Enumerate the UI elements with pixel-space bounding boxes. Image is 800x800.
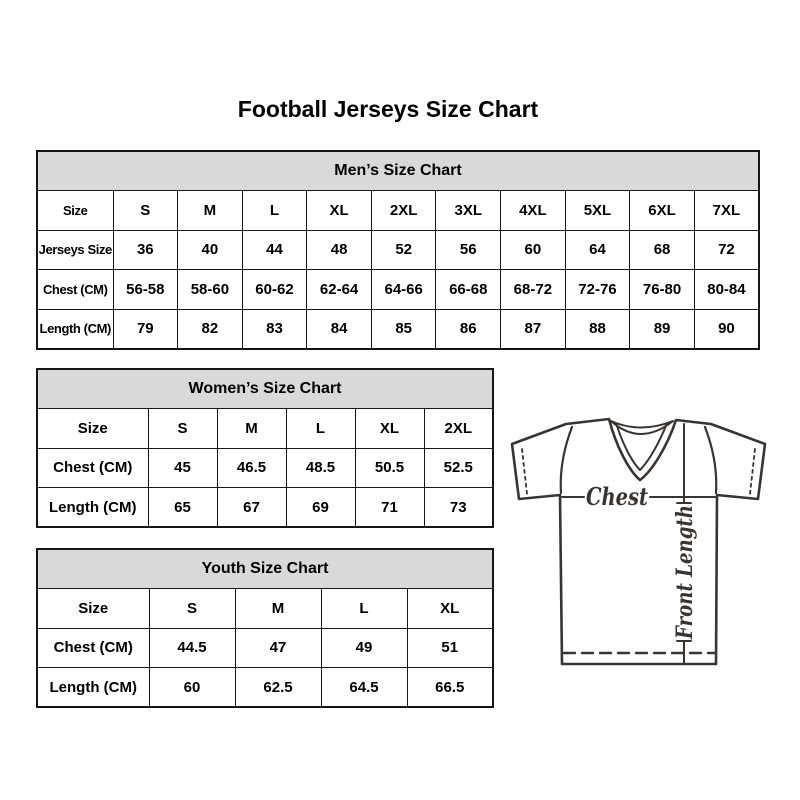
value-cell: 67: [217, 488, 286, 528]
value-cell: 60-62: [242, 270, 307, 310]
jersey-outline: [512, 419, 765, 664]
table-title: Youth Size Chart: [37, 549, 493, 589]
value-cell: L: [286, 409, 355, 449]
table-row: [37, 589, 493, 629]
table-row: [37, 309, 759, 349]
value-cell: 6XL: [630, 191, 695, 231]
value-cell: 47: [235, 628, 321, 668]
value-cell: 46.5: [217, 448, 286, 488]
value-cell: 87: [501, 309, 566, 349]
value-cell: 62.5: [235, 668, 321, 708]
table-row: [37, 409, 493, 449]
row-header-cell: Length (CM): [37, 309, 113, 349]
table-title: Men’s Size Chart: [37, 151, 759, 191]
table-title: Women’s Size Chart: [37, 369, 493, 409]
table-row: [37, 628, 493, 668]
jersey-measurement-diagram: [498, 408, 776, 674]
row-header-cell: Size: [37, 409, 148, 449]
value-cell: 7XL: [694, 191, 759, 231]
value-cell: 89: [630, 309, 695, 349]
value-cell: 50.5: [355, 448, 424, 488]
value-cell: 80-84: [694, 270, 759, 310]
value-cell: 44.5: [149, 628, 235, 668]
value-cell: 86: [436, 309, 501, 349]
value-cell: XL: [355, 409, 424, 449]
value-cell: 66.5: [407, 668, 493, 708]
row-header-cell: Size: [37, 589, 149, 629]
value-cell: S: [149, 589, 235, 629]
value-cell: M: [235, 589, 321, 629]
row-header-cell: Length (CM): [37, 488, 148, 528]
value-cell: 76-80: [630, 270, 695, 310]
table-row: [37, 230, 759, 270]
value-cell: M: [178, 191, 243, 231]
row-header-cell: Jerseys Size: [37, 230, 113, 270]
value-cell: 5XL: [565, 191, 630, 231]
value-cell: 48.5: [286, 448, 355, 488]
value-cell: 84: [307, 309, 372, 349]
value-cell: 72-76: [565, 270, 630, 310]
row-header-cell: Chest (CM): [37, 628, 149, 668]
value-cell: 85: [371, 309, 436, 349]
front-length-label: Front Length: [672, 476, 698, 639]
table-row: [37, 448, 493, 488]
value-cell: 71: [355, 488, 424, 528]
collar-band-lines: [611, 421, 673, 470]
value-cell: 49: [321, 628, 407, 668]
value-cell: M: [217, 409, 286, 449]
value-cell: 66-68: [436, 270, 501, 310]
value-cell: 83: [242, 309, 307, 349]
value-cell: 36: [113, 230, 178, 270]
value-cell: L: [242, 191, 307, 231]
value-cell: 2XL: [371, 191, 436, 231]
value-cell: 58-60: [178, 270, 243, 310]
value-cell: 52.5: [424, 448, 493, 488]
value-cell: 88: [565, 309, 630, 349]
row-header-cell: Chest (CM): [37, 448, 148, 488]
womens-size-chart-table: [36, 368, 494, 528]
row-header-cell: Chest (CM): [37, 270, 113, 310]
table-row: [37, 488, 493, 528]
value-cell: 56-58: [113, 270, 178, 310]
table-row: [37, 668, 493, 708]
youth-size-chart-table: [36, 548, 494, 708]
value-cell: 60: [149, 668, 235, 708]
table-row: [37, 191, 759, 231]
value-cell: XL: [307, 191, 372, 231]
value-cell: 68: [630, 230, 695, 270]
table-title-row: [37, 369, 493, 409]
mens-size-chart-table: [36, 150, 760, 350]
row-header-cell: Size: [37, 191, 113, 231]
value-cell: XL: [407, 589, 493, 629]
value-cell: 79: [113, 309, 178, 349]
value-cell: 64.5: [321, 668, 407, 708]
value-cell: 4XL: [501, 191, 566, 231]
value-cell: 48: [307, 230, 372, 270]
value-cell: 52: [371, 230, 436, 270]
chest-label: Chest: [586, 482, 648, 511]
value-cell: 62-64: [307, 270, 372, 310]
value-cell: 45: [148, 448, 217, 488]
value-cell: 82: [178, 309, 243, 349]
value-cell: 65: [148, 488, 217, 528]
value-cell: L: [321, 589, 407, 629]
value-cell: 73: [424, 488, 493, 528]
value-cell: 3XL: [436, 191, 501, 231]
table-row: [37, 270, 759, 310]
value-cell: 51: [407, 628, 493, 668]
table-title-row: [37, 151, 759, 191]
table-title-row: [37, 549, 493, 589]
value-cell: S: [148, 409, 217, 449]
value-cell: 68-72: [501, 270, 566, 310]
value-cell: 56: [436, 230, 501, 270]
value-cell: S: [113, 191, 178, 231]
value-cell: 69: [286, 488, 355, 528]
value-cell: 64-66: [371, 270, 436, 310]
value-cell: 60: [501, 230, 566, 270]
value-cell: 40: [178, 230, 243, 270]
value-cell: 90: [694, 309, 759, 349]
value-cell: 2XL: [424, 409, 493, 449]
page-title: Football Jerseys Size Chart: [237, 96, 539, 122]
value-cell: 72: [694, 230, 759, 270]
value-cell: 44: [242, 230, 307, 270]
row-header-cell: Length (CM): [37, 668, 149, 708]
value-cell: 64: [565, 230, 630, 270]
